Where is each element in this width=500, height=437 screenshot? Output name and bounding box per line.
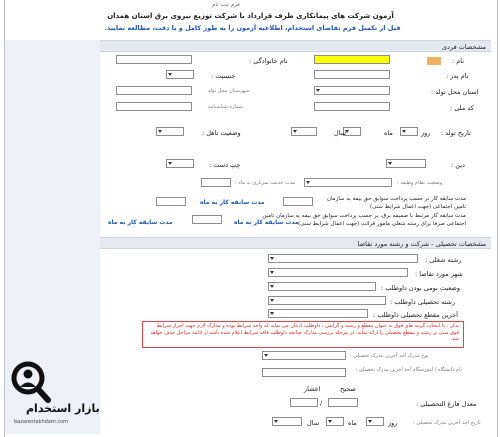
birth-date-label: تاریخ تولد :	[441, 129, 471, 137]
insurance-months-label: مدت سابقه کار به ماه	[200, 199, 265, 206]
form-title: آزمون شرکت های پیمانکاری طرف قرارداد با شرکت توزیع نیروی برق استان همدان	[107, 12, 394, 20]
birth-year-select[interactable]	[291, 127, 317, 136]
native-status-label: وضعیت بومی بودن داوطلب :	[381, 284, 461, 292]
native-status-select[interactable]	[268, 282, 376, 291]
id-serial-label: شماره شناسنامه	[208, 104, 244, 110]
gender-select[interactable]	[166, 70, 194, 79]
national-code-label: کد ملی :	[450, 104, 474, 112]
first-name-input[interactable]	[314, 55, 390, 64]
birth-city-input[interactable]	[116, 86, 192, 95]
section-education	[100, 237, 491, 249]
military-status-select[interactable]	[304, 178, 392, 187]
required-marker	[427, 57, 441, 65]
grad-day-label: روز	[388, 419, 398, 427]
gpa-label: معدل فارغ التحصیلی :	[416, 400, 477, 408]
first-name-label: نام :	[452, 57, 465, 65]
degree-notice-box: تذکر : با انتخاب گزینه های فوق به عنوان مقطع و رشته و گرایش ، داوطلب اذعان می نماید که واجد شرایط بوده و مدارک لازم جهت احراز شرایط فوق مبنی بر رشته و مقطع تحصیلی را ارائه نماید. در مرحله بررسی مدارک چنانچه داوطلب فاقد شرایط اعلام شده باشد از ادامه مراحل حذف خواهد شد.	[142, 321, 464, 348]
contract-months-label-2: مدت سابقه کار به ماه	[108, 219, 173, 226]
insurance-months-input-2[interactable]	[156, 197, 186, 206]
contract-months-label: مدت سابقه کار به ماه	[234, 219, 299, 226]
grad-year-label: سال	[307, 419, 320, 427]
chevron-down-icon	[402, 130, 406, 133]
gpa-integer-input[interactable]	[328, 398, 358, 407]
chevron-down-icon	[274, 420, 278, 423]
birth-city-label: شهرستان محل تولد	[208, 88, 250, 94]
chevron-down-icon	[270, 271, 274, 274]
gpa-decimal-input[interactable]	[290, 398, 318, 407]
grad-day-select[interactable]	[366, 417, 384, 426]
chevron-down-icon	[158, 130, 162, 133]
chevron-down-icon	[306, 181, 310, 184]
birth-day-select[interactable]	[400, 127, 418, 136]
university-input[interactable]	[262, 368, 346, 377]
city-select[interactable]	[268, 268, 408, 277]
religion-label: دین :	[451, 161, 465, 169]
insurance-note: مدت سابقه کار بر حسب پرداخت سوابق حق بیمه به سازمان تامین اجتماعی (جهت اعمال شرایط سنی)	[326, 196, 466, 210]
chevron-down-icon	[388, 162, 392, 165]
contract-note: مدت سابقه کار مرتبط با ضمیمه برق، بر حسب پرداخت سوابق حق بیمه به سازمان تامین اجتماعی صرفا برای رسته شغلی مامور قرائت (جهت اعمال شرایط سنی)	[262, 213, 466, 227]
service-months-input[interactable]	[201, 178, 231, 187]
birth-month-label: ماه	[384, 129, 393, 137]
integer-part-label: صحیح	[340, 385, 356, 393]
section-personal	[100, 40, 491, 52]
last-name-input[interactable]	[116, 55, 192, 64]
last-name-label: نام خانوادگی :	[249, 57, 288, 65]
handedness-label: چپ دست :	[209, 161, 241, 169]
degree-type-label: نوع مدرک اخذ آخرین مدرک تحصیلی :	[350, 353, 429, 359]
birth-province-label: استان محل تولد :	[431, 88, 479, 96]
birth-year-label: سال	[334, 129, 347, 137]
handedness-select[interactable]	[166, 159, 194, 168]
degree-label: آخرین مقطع تحصیلی داوطلب :	[373, 311, 458, 319]
chevron-down-icon	[368, 420, 372, 423]
watermark-site: bazarestekhdam.com	[14, 419, 69, 425]
chevron-down-icon	[168, 73, 172, 76]
gender-label: جنسیت :	[211, 72, 236, 80]
contract-months-input[interactable]	[192, 215, 222, 224]
marital-status-select[interactable]	[156, 127, 184, 136]
city-label: شهر مورد تقاضا :	[415, 270, 463, 278]
chevron-down-icon	[293, 130, 297, 133]
chevron-down-icon	[316, 89, 320, 92]
id-serial-input[interactable]	[116, 102, 192, 111]
chevron-down-icon	[270, 257, 274, 260]
father-name-label: نام پدر :	[446, 72, 469, 80]
chevron-down-icon	[168, 162, 172, 165]
watermark-brand: بازار استخدام	[26, 402, 100, 415]
chevron-down-icon	[328, 420, 332, 423]
bazarestekhdam-watermark-logo	[8, 356, 100, 430]
father-name-input[interactable]	[314, 70, 390, 79]
birth-day-label: روز	[421, 129, 431, 137]
chevron-down-icon	[270, 285, 274, 288]
birth-province-select[interactable]	[314, 86, 390, 95]
university-label: نام دانشگاه / آموزشگاه اخذ آخرین مدرک تحصیلی :	[355, 367, 462, 373]
grad-year-select[interactable]	[272, 417, 302, 426]
grad-month-select[interactable]	[326, 417, 344, 426]
religion-select[interactable]	[386, 159, 426, 168]
gpa-separator: /	[320, 399, 323, 407]
job-field-label: رشته شغلی :	[425, 256, 462, 264]
insurance-months-input[interactable]	[283, 197, 313, 206]
read-notice-warning: قبل از تکمیل فرم تقاضای استخدام، اطلاعیه آزمون را به طور کامل و با دقت، مطالعه نمایید.	[104, 24, 401, 32]
major-select[interactable]	[268, 296, 386, 305]
degree-type-select[interactable]	[262, 351, 346, 360]
grad-month-label: ماه	[348, 419, 357, 427]
military-status-label: وضعیت نظام وظیفه :	[397, 180, 443, 186]
chevron-down-icon	[264, 354, 268, 357]
chevron-down-icon	[270, 312, 274, 315]
grad-date-label: تاریخ اخذ آخرین مدرک تحصیلی :	[413, 420, 481, 426]
section-personal-title: مشخصات فردی	[442, 43, 486, 51]
chevron-down-icon	[270, 299, 274, 302]
form-top-label: فرم ثبت نام	[212, 2, 240, 8]
major-label: رشته تحصیلی داوطلب :	[390, 298, 456, 306]
section-education-title: مشخصات تحصیلی - شرکت و رشته مورد تقاضا	[357, 240, 486, 248]
degree-select[interactable]	[268, 309, 368, 318]
national-code-input[interactable]	[314, 102, 390, 111]
marital-status-label: وضعیت تاهل :	[202, 129, 241, 137]
decimal-part-label: اعشار	[304, 385, 321, 393]
job-field-select[interactable]	[268, 254, 418, 263]
service-months-label: مدت خدمت سربازی به ماه :	[235, 180, 296, 186]
